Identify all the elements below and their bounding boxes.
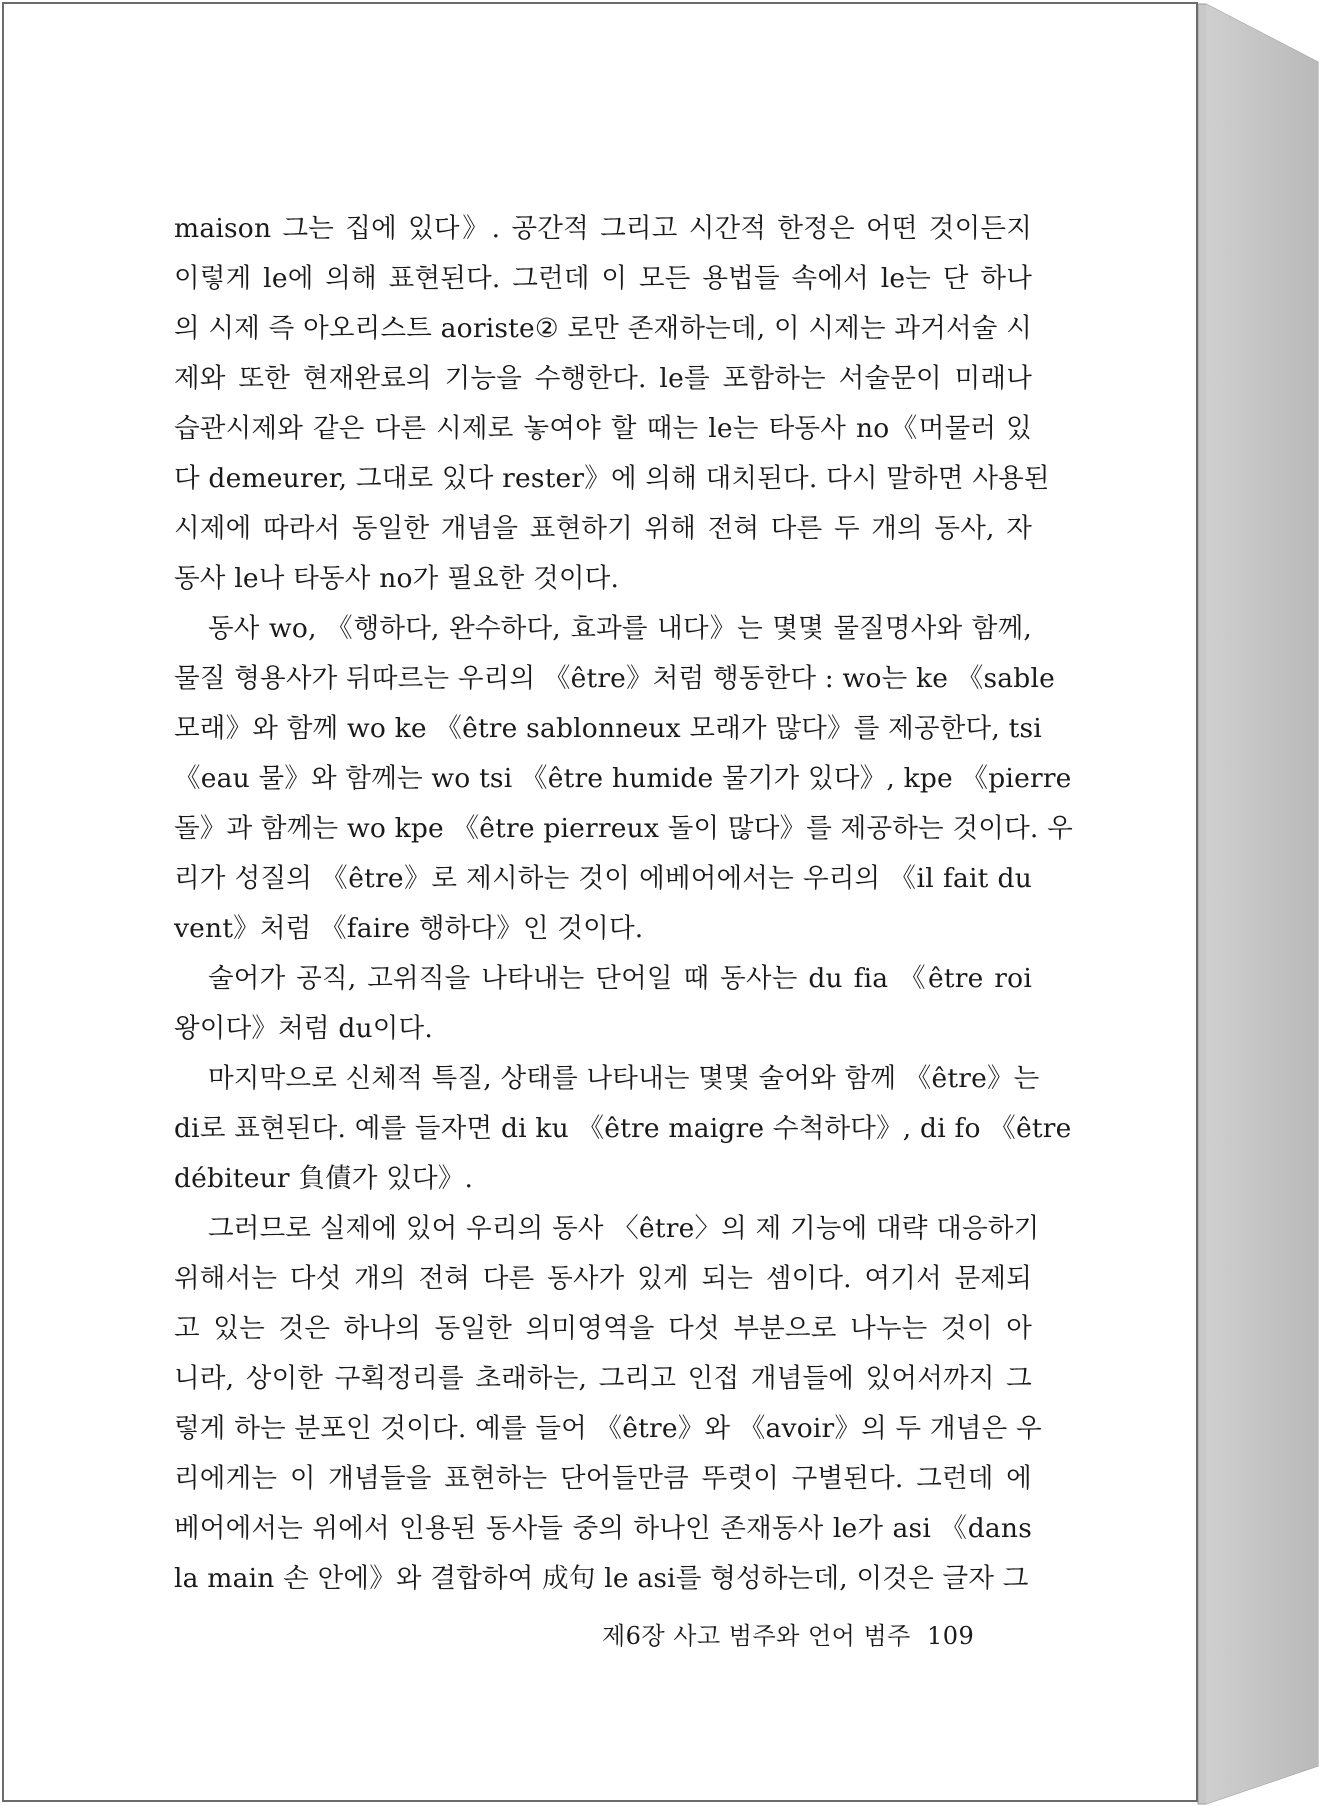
text-line: 모래》와 함께 wo ke 《être sablonneux 모래가 많다》를 제공한다, tsi (174, 713, 1042, 744)
text-line: 의 시제 즉 아오리스트 aoriste② 로만 존재하는데, 이 시제는 과거서술 시 (174, 313, 1033, 344)
text-line: 동사 le나 타동사 no가 필요한 것이다. (174, 563, 620, 594)
text-line: 그러므로 실제에 있어 우리의 동사 〈être〉의 제 기능에 대략 대응하기 (208, 1213, 1040, 1244)
page-footer (594, 1616, 974, 1651)
text-line: 동사 wo, 《행하다, 완수하다, 효과를 내다》는 몇몇 물질명사와 함께, (208, 613, 1032, 644)
paragraph (174, 204, 1050, 604)
text-line: 고 있는 것은 하나의 동일한 의미영역을 다섯 부분으로 나누는 것이 아 (174, 1313, 1032, 1344)
text-line: 제와 또한 현재완료의 기능을 수행한다. le를 포함하는 서술문이 미래나 (174, 363, 1032, 394)
text-line: 돌》과 함께는 wo kpe 《être pierreux 돌이 많다》를 제공하는 것이다. 우 (174, 813, 1073, 844)
text-line: 술어가 공직, 고위직을 나타내는 단어일 때 동사는 du fia 《être roi (208, 963, 1032, 994)
chapter-title: 제6장 사고 범주와 언어 범주 (602, 1622, 911, 1650)
book-page (2, 2, 1198, 1802)
text-line: 리가 성질의 《être》로 제시하는 것이 에베어에서는 우리의 《il fait du (174, 863, 1032, 894)
text-line: vent》처럼 《faire 행하다》인 것이다. (174, 913, 644, 944)
text-line: 습관시제와 같은 다른 시제로 놓여야 할 때는 le는 타동사 no《머물러 있 (174, 413, 1032, 444)
text-line: 리에게는 이 개념들을 표현하는 단어들만큼 뚜렷이 구별된다. 그런데 에 (174, 1463, 1032, 1494)
page-number: 109 (926, 1622, 975, 1650)
text-line: 《eau 물》와 함께는 wo tsi 《être humide 물기가 있다》, kpe 《pierre (174, 763, 1072, 794)
text-line: la main 손 안에》와 결합하여 成句 le asi를 형성하는데, 이것은 글자 그 (174, 1563, 1029, 1594)
text-line: 위해서는 다섯 개의 전혀 다른 동사가 있게 되는 셈이다. 여기서 문제되 (174, 1263, 1032, 1294)
text-line: 마지막으로 신체적 특질, 상태를 나타내는 몇몇 술어와 함께 《être》는 (208, 1063, 1040, 1094)
text-line: 다 demeurer, 그대로 있다 rester》에 의해 대치된다. 다시 말하면 사용된 (174, 463, 1050, 494)
paragraph (174, 604, 1073, 954)
paragraph (174, 1054, 1072, 1204)
text-line: 이렇게 le에 의해 표현된다. 그런데 이 모든 용법들 속에서 le는 단 하나 (174, 263, 1032, 294)
text-line: débiteur 負債가 있다》. (174, 1163, 474, 1194)
body-text (174, 204, 1073, 1604)
text-line: 시제에 따라서 동일한 개념을 표현하기 위해 전혀 다른 두 개의 동사, 자 (174, 513, 1032, 544)
paragraph (174, 1204, 1042, 1604)
paragraph (174, 954, 1032, 1054)
text-line: 베어에서는 위에서 인용된 동사들 중의 하나인 존재동사 le가 asi 《dans (174, 1513, 1032, 1544)
text-line: 물질 형용사가 뒤따르는 우리의 《être》처럼 행동한다 : wo는 ke 《sable (174, 663, 1055, 694)
text-line: 렇게 하는 분포인 것이다. 예를 들어 《être》와 《avoir》의 두 개념은 우 (174, 1413, 1042, 1444)
text-line: maison 그는 집에 있다》. 공간적 그리고 시간적 한정은 어떤 것이든지 (174, 213, 1032, 244)
text-line: di로 표현된다. 예를 들자면 di ku 《être maigre 수척하다》, di fo 《être (174, 1113, 1072, 1144)
text-line: 니라, 상이한 구획정리를 초래하는, 그리고 인접 개념들에 있어서까지 그 (174, 1363, 1032, 1394)
text-line: 왕이다》처럼 du이다. (174, 1013, 433, 1044)
